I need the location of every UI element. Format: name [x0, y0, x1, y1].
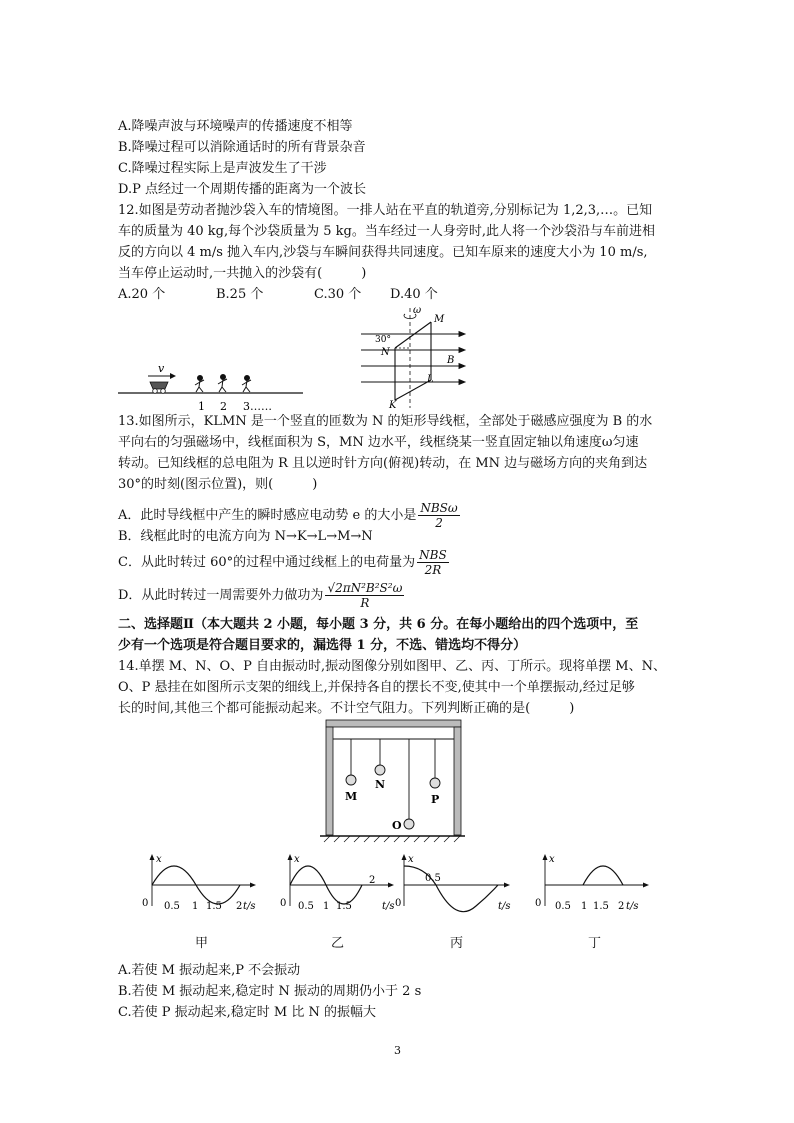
q13-option-a-fraction [418, 501, 459, 530]
pendulum-bob-p [430, 778, 440, 788]
graph-t-label: t/s [498, 901, 511, 912]
person-label-3: 3…… [243, 400, 272, 413]
q13-coil-figure [355, 304, 470, 410]
graph-origin-label: 0 [395, 898, 402, 909]
cart-icon [150, 382, 168, 393]
person-label-2: 2 [220, 400, 227, 413]
q12-stem-line-1: 12.如图是劳动者抛沙袋入车的情境图。一排人站在平直的轨道旁,分别标记为 1,2,3,…。已知 [118, 203, 653, 218]
graph-x-label: x [156, 854, 162, 865]
graph-tick-2: 1.5 [593, 901, 609, 912]
graph-origin-label: 0 [142, 898, 149, 909]
q14-stem-line-3: 长的时间,其他三个都可能振动起来。不计空气阻力。下列判断正确的是( ) [118, 701, 575, 716]
graph-tick-3: 2 [618, 901, 625, 912]
graph-y-arrowhead [402, 854, 407, 860]
graph-ding [533, 852, 653, 914]
pendulum-label-m: M [345, 790, 358, 803]
omega-label: ω [413, 305, 422, 316]
q11-option-d: D.P 点经过一个周期传播的距离为一个波长 [118, 182, 366, 197]
q13-option-d-fraction [325, 581, 404, 610]
q14-stem-line-2: O、P 悬挂在如图所示支架的细线上,并保持各自的摆长不变,使其中一个单摆振动,经过足够 [118, 680, 635, 695]
q14-stem-line-1: 14.单摆 M、N、O、P 自由振动时,振动图像分别如图甲、乙、丙、丁所示。现将单摆 M、N、 [118, 659, 666, 674]
person-icon-2 [218, 375, 227, 393]
q13-option-d-text: D．从此时转过一周需要外力做功为 [118, 588, 324, 603]
graph-origin-label: 0 [535, 898, 542, 909]
q14-option-a: A.若使 M 振动起来,P 不会振动 [118, 963, 301, 978]
graph-t-label: t/s [626, 901, 639, 912]
fraction-numerator: NBS [419, 548, 447, 562]
pendulum-bob-m [346, 775, 356, 785]
fraction-denominator: 2R [424, 563, 442, 577]
graph-tick-0: 0.5 [164, 901, 180, 912]
graph-y-arrowhead [288, 854, 293, 860]
q13-option-a-text: A．此时导线框中产生的瞬时感应电动势 e 的大小是 [118, 508, 417, 523]
graph-t-arrowhead [643, 883, 649, 888]
graph-t-label: t/s [382, 901, 395, 912]
q14-option-c: C.若使 P 振动起来,稳定时 M 比 N 的振幅大 [118, 1005, 376, 1020]
q13-option-b: B．线框此时的电流方向为 N→K→L→M→N [118, 529, 373, 544]
q12-stem-line-3: 反的方向以 4 m/s 抛入车内,沙袋与车瞬间获得共同速度。已知车原来的速度大小为 10 m/s, [118, 245, 648, 260]
graph-tick-0: 0.5 [298, 901, 314, 912]
graph-tick-0: 0.5 [555, 901, 571, 912]
pendulum-label-n: N [375, 778, 386, 791]
pendulum-label-o: O [392, 819, 402, 832]
q12-option-d: D.40 个 [390, 287, 438, 302]
q12-stem-line-2: 车的质量为 40 kg,每个沙袋质量为 5 kg。当车经过一人身旁时,此人将一个沙袋沿与车前进相 [118, 224, 656, 239]
graph-tick-3: 2 [236, 901, 243, 912]
corner-label-n: N [381, 347, 390, 358]
graph-caption-yi: 乙 [331, 936, 345, 951]
velocity-label: v [158, 362, 165, 375]
fraction-denominator: R [360, 596, 370, 610]
q12-stem-line-4: 当车停止运动时,一共抛入的沙袋有( ) [118, 266, 367, 281]
q11-option-c: C.降噪过程实际上是声波发生了干涉 [118, 161, 327, 176]
pendulum-strings [351, 739, 435, 819]
ground-hatching [324, 836, 460, 842]
graph-t-label: t/s [243, 901, 256, 912]
graph-tick-1: 1 [323, 901, 330, 912]
corner-label-m: M [434, 314, 445, 325]
q13-stem-line-4: 30°的时刻(图示位置)，则( ) [118, 477, 318, 492]
graph-x-label: x [408, 854, 414, 865]
graph-y-arrowhead [150, 854, 155, 860]
graph-caption-ding: 丁 [588, 936, 602, 951]
graph-tick-3: 2 [369, 875, 376, 886]
corner-label-k: K [389, 400, 397, 410]
graph-tick-1: 1 [581, 901, 588, 912]
graph-caption-bing: 丙 [450, 936, 464, 951]
graph-caption-jia: 甲 [195, 936, 209, 951]
graph-tick-2: 1.5 [336, 901, 352, 912]
section2-heading-line-1: 二、选择题Ⅱ（本大题共 2 小题，每小题 3 分，共 6 分。在每小题给出的四个选项中，至 [118, 617, 639, 632]
graph-x-label: x [549, 854, 555, 865]
q13-option-c-text: C．从此时转过 60°的过程中通过线框上的电荷量为 [118, 555, 416, 570]
graph-tick-0: 0.5 [425, 873, 441, 884]
pendulum-bob-n [375, 765, 385, 775]
q14-option-b: B.若使 M 振动起来,稳定时 N 振动的周期仍小于 2 s [118, 984, 422, 999]
q11-option-a: A.降噪声波与环境噪声的传播速度不相等 [118, 119, 353, 134]
fraction-numerator: √2πN²B²S²ω [327, 581, 403, 595]
graph-origin-label: 0 [280, 898, 287, 909]
graph-curve [583, 866, 623, 885]
person-icon-3 [242, 376, 251, 393]
graph-t-arrowhead [504, 883, 510, 888]
page-number: 3 [394, 1044, 401, 1057]
graph-jia [140, 852, 260, 914]
section2-heading-line-2: 少有一个选项是符合题目要求的，漏选得 1 分，不选、错选均不得分） [118, 638, 527, 653]
fraction-numerator: NBSω [420, 501, 458, 515]
velocity-arrowhead [170, 373, 176, 379]
q13-option-d [118, 580, 404, 612]
graph-tick-1: 1 [192, 901, 199, 912]
graph-bing [394, 852, 516, 914]
graph-yi [278, 852, 398, 914]
pendulum-bob-o [404, 819, 414, 829]
person-icon-1 [195, 376, 204, 393]
pendulum-label-p: P [431, 793, 440, 806]
field-label-b: B [447, 355, 455, 366]
graph-y-arrowhead [543, 854, 548, 860]
corner-label-l: L [427, 374, 434, 385]
graph-t-arrowhead [250, 883, 256, 888]
q14-pendulum-figure [320, 712, 465, 846]
q12-option-c: C.30 个 [314, 287, 362, 302]
graph-x-label: x [294, 854, 300, 865]
fraction-denominator: 2 [435, 516, 443, 530]
q12-cart-figure [118, 360, 308, 415]
person-label-1: 1 [198, 400, 205, 413]
q13-stem-line-1: 13.如图所示，KLMN 是一个竖直的匝数为 N 的矩形导线框，全部处于磁感应强度为 B 的水 [118, 414, 653, 429]
q12-option-b: B.25 个 [216, 287, 264, 302]
q11-option-b: B.降噪过程可以消除通话时的所有背景杂音 [118, 140, 366, 155]
graph-curve [404, 866, 498, 912]
q13-option-c-fraction [417, 548, 449, 577]
q13-option-c [118, 547, 449, 579]
q13-stem-line-3: 转动。已知线框的总电阻为 R 且以逆时针方向(俯视)转动，在 MN 边与磁场方向的夹角到达 [118, 456, 648, 471]
q13-stem-line-2: 平向右的匀强磁场中，线框面积为 S，MN 边水平，线框绕某一竖直固定轴以角速度ω匀速 [118, 435, 639, 450]
q12-option-a: A.20 个 [118, 287, 166, 302]
angle-label: 30° [375, 335, 391, 345]
graph-tick-2: 1.5 [206, 901, 222, 912]
